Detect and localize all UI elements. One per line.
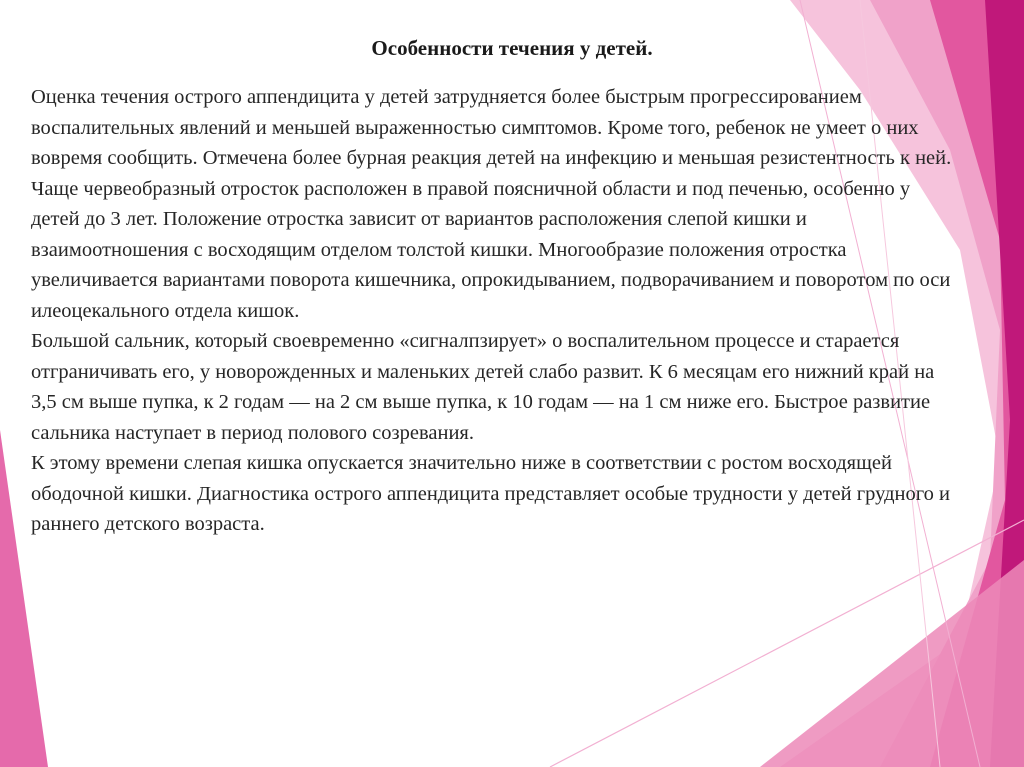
paragraph-2: Чаще червеобразный отросток расположен в правой поясничной области и под печенью, особенно у детей до 3 лет. Положение отростка зависит от вариантов расположения слепой кишки и взаимоотношения с восходящим отделом толстой кишки. Многообразие положения отростка увеличивается вариантами поворота кишечника, опрокидыванием, подворачиванием и поворотом по оси илеоцекального отдела кишок. (31, 177, 951, 322)
slide-body (31, 82, 961, 540)
slide-title: Особенности течения у детей. (371, 36, 653, 60)
lower-pink-fold (760, 560, 1024, 767)
paragraph-3: Большой сальник, который своевременно «сигналпзирует» о воспалительном процессе и старается отграничивать его, у новорожденных и маленьких детей слабо развит. К 6 месяцам его нижний край на 3,5 см выше пупка, к 2 годам — на 2 см выше пупка, к 10 годам — на 1 см ниже его. Быстрое развитие сальника наступает в период полового созревания. (31, 330, 935, 444)
paragraph-1: Оценка течения острого аппендицита у детей затрудняется более быстрым прогрессированием воспалительных явлений и меньшей выраженностью симптомов. Кроме того, ребенок не умеет о них вовремя сообщить. Отмечена более бурная реакция детей на инфекцию и меньшая резистентность к ней. (31, 86, 952, 169)
paragraph-4: К этому времени слепая кишка опускается значительно ниже в соответствии с ростом восходящей ободочной кишки. Диагностика острого аппендицита представляет особые трудности у детей грудного и раннего детского возраста. (31, 452, 950, 535)
